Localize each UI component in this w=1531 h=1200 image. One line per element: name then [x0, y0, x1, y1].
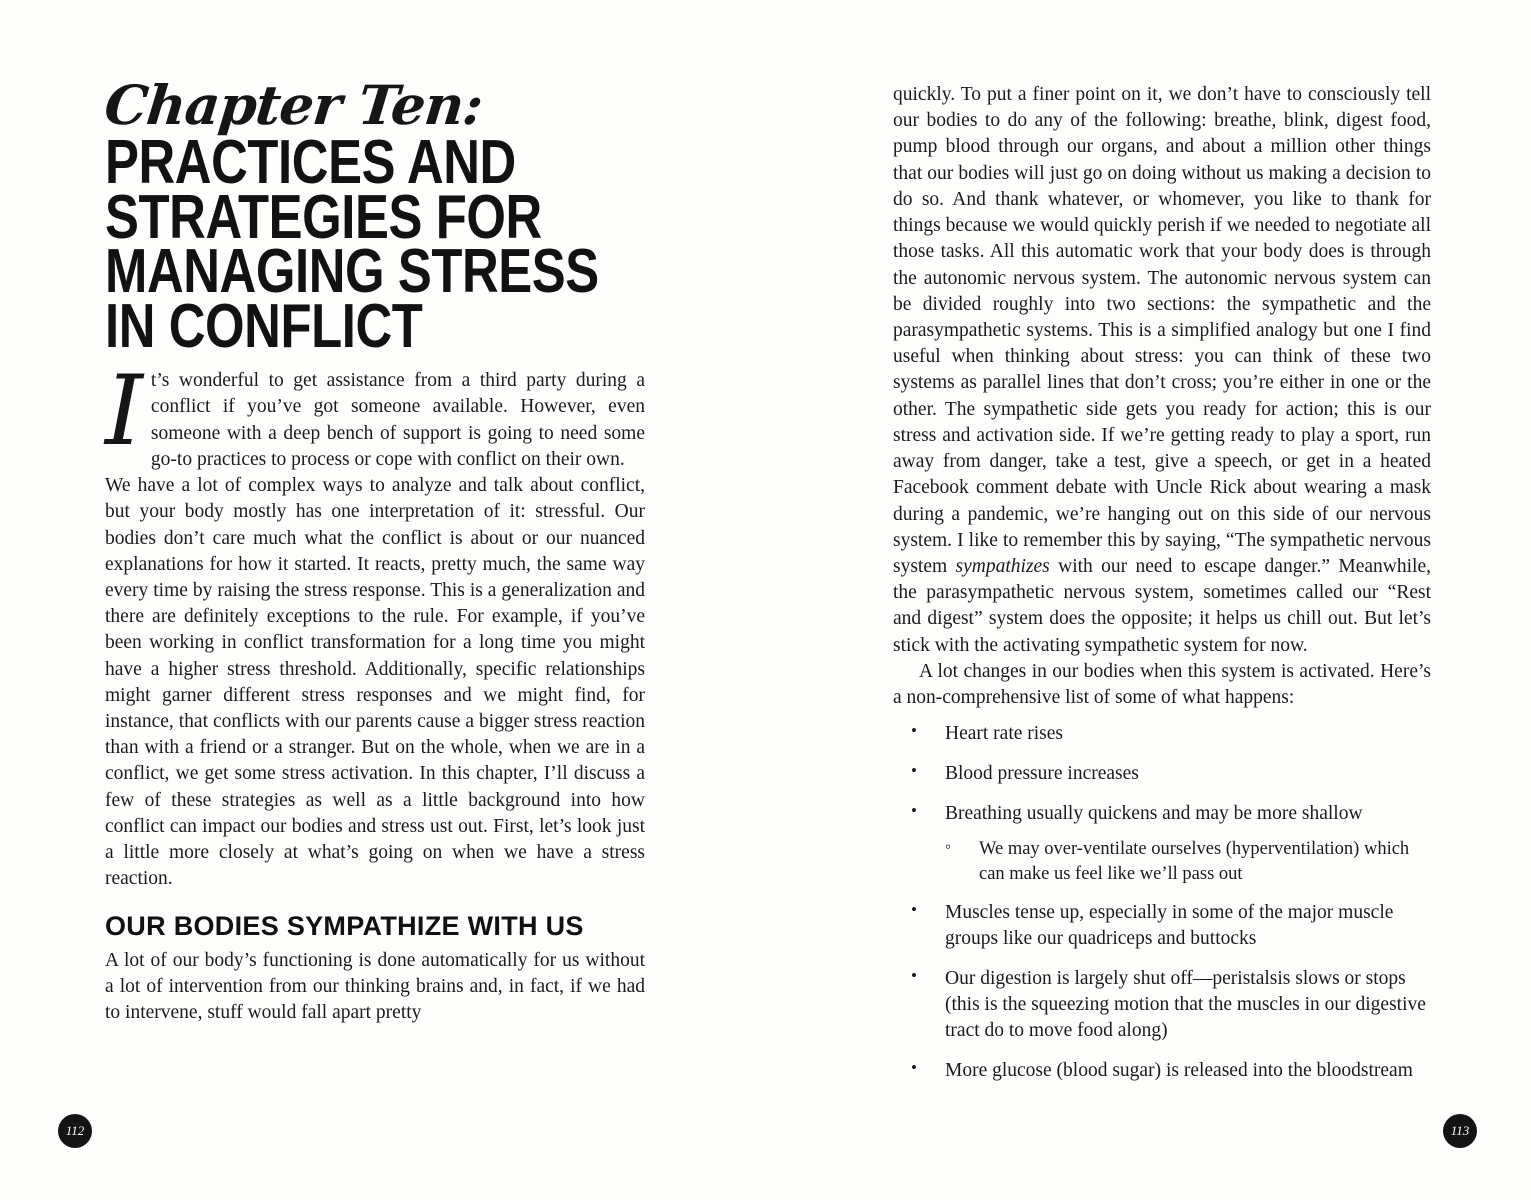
list-item-sub: ◦ We may over-ventilate ourselves (hyperventilation) which can make us feel like we’ll pass out	[893, 837, 1431, 886]
chapter-script-title: Chapter Ten:	[101, 73, 486, 137]
list-item: • Heart rate rises	[893, 721, 1431, 747]
list-item: • Breathing usually quickens and may be more shallow	[893, 801, 1431, 827]
stress-response-list	[893, 721, 1431, 1083]
list-item: • Blood pressure increases	[893, 761, 1431, 787]
page-number-left: 112	[58, 1114, 92, 1148]
list-item: • More glucose (blood sugar) is released into the bloodstream	[893, 1058, 1431, 1084]
list-item: • Muscles tense up, especially in some of the major muscle groups like our quadriceps and buttocks	[893, 900, 1431, 952]
chapter-display-title: PRACTICES AND STRATEGIES FOR MANAGING STRESS IN CONFLICT	[105, 128, 599, 361]
list-item: • Our digestion is largely shut off—peristalsis slows or stops (this is the squeezing motion that the muscles in our digestive tract do to move food along)	[893, 966, 1431, 1044]
right-paragraph-2: A lot changes in our bodies when this system is activated. Here’s a non-comprehensive list of some of what happens:	[893, 660, 1431, 709]
right-paragraph-1	[893, 82, 1431, 659]
left-page-column	[101, 73, 645, 1026]
intro-paragraph-text: t’s wonderful to get assistance from a third party during a conflict if you’ve got someone available. However, even someone with a deep bench of support is going to need some go-to practices to process or cope with conflict on their own.	[150, 370, 645, 470]
drop-cap-letter: I	[105, 355, 143, 468]
right-paragraph-1-part-b: with our need to escape danger.” Meanwhile, the parasympathetic nervous system, sometimes called our “Rest and digest” system does the opposite; it helps us chill out. But let’s stick with the activating sympathetic system for now.	[893, 555, 1431, 656]
left-paragraph-2: We have a lot of complex ways to analyze and talk about conflict, but your body mostly has one interpretation of it: stressful. Our bodies don’t care much what the conflict is about or our nuanced explanations for how it started. It reacts, pretty much, the same way every time by raising the stress response. This is a generalization and there are definitely exceptions to the rule. For example, if you’ve been working in conflict transformation for a long time you might have a higher stress threshold. Additionally, specific relationships might garner different stress responses and we might find, for instance, that conflicts with our parents cause a bigger stress reaction than with a friend or a stranger. But on the whole, when we are in a conflict, we get some stress activation. In this chapter, I’ll discuss a few of these strategies as well as a little background into how conflict can impact our bodies and stress ust out. First, let’s look just a little more closely at what’s going on when we have a stress reaction.	[105, 475, 645, 890]
section-paragraph: A lot of our body’s functioning is done automatically for us without a lot of intervention from our thinking brains and, in fact, if we had to intervene, stuff would fall apart pretty	[105, 949, 645, 1023]
intro-paragraph	[105, 355, 645, 473]
right-paragraph-1-emphasis: sympathizes	[955, 555, 1050, 577]
right-paragraph-1-part-a: quickly. To put a finer point on it, we don’t have to consciously tell our bodies to do any of the following: breathe, blink, digest food, pump blood through our organs, and about a million other things that our bodies will just go on doing without us making a decision to do so. And thank whatever, or whomever, you like to thank for things because we would quickly perish if we needed to negotiate all those tasks. All this automatic work that your body does is through the autonomic nervous system. The autonomic nervous system can be divided roughly into two sections: the sympathetic and the parasympathetic systems. This is a simplified analogy but one I find useful when thinking about stress: you can think of these two systems as parallel lines that don’t cross; you’re either in one or the other. The sympathetic side gets you ready for action; this is our stress and activation side. If we’re getting ready to play a sport, run away from danger, take a test, give a speech, or get in a heated Facebook comment debate with Uncle Rick about wearing a mask during a pandemic, we’re hanging out on this side of our nervous system. I like to remember this by saying, “The sympathetic nervous system	[893, 84, 1431, 577]
page-number-right: 113	[1443, 1114, 1477, 1148]
section-heading: OUR BODIES SYMPATHIZE WITH US	[105, 910, 584, 941]
right-page-column	[893, 82, 1431, 1098]
